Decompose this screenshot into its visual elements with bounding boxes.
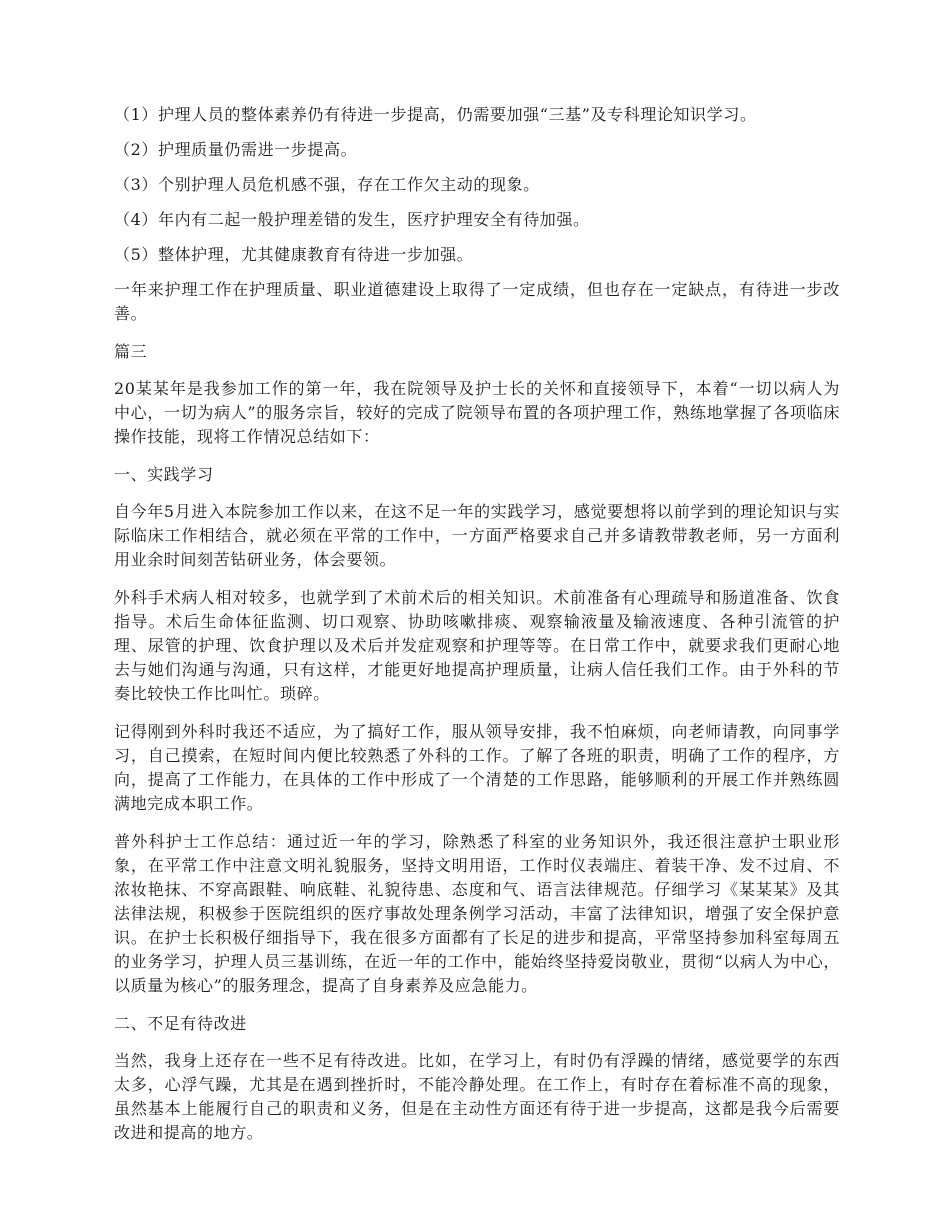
intro-paragraph: 20某某年是我参加工作的第一年，我在院领导及护士长的关怀和直接领导下，本着“一切以病人为中心，一切为病人”的服务宗旨，较好的完成了院领导布置的各项护理工作，熟练地掌握了各项临床操作技能，现将工作情况总结如下： bbox=[114, 379, 840, 446]
list-item-5: （5）整体护理，尤其健康教育有待进一步加强。 bbox=[114, 245, 474, 264]
summary-paragraph: 一年来护理工作在护理质量、职业道德建设上取得了一定成绩，但也存在一定缺点，有待进一步改善。 bbox=[114, 280, 840, 323]
list-item-1: （1）护理人员的整体素养仍有待进一步提高，仍需要加强“三基”及专科理论知识学习。 bbox=[114, 105, 757, 124]
section-title: 篇三 bbox=[114, 342, 148, 361]
practice-paragraph-2: 外科手术病人相对较多，也就学到了术前术后的相关知识。术前准备有心理疏导和肠道准备、饮食指导。术后生命体征监测、切口观察、协助咳嗽排痰、观察输液量及输液速度、各种引流管的护理、尿管的护理、饮食护理以及术后并发症观察和护理等等。在日常工作中，就要求我们更耐心地去与她们沟通与沟通，只有这样，才能更好地提高护理质量，让病人信任我们工作。由于外科的节奏比较快工作比叫忙。琐碎。 bbox=[114, 588, 840, 703]
shortcoming-paragraph: 当然，我身上还存在一些不足有待改进。比如，在学习上，有时仍有浮躁的情绪，感觉要学的东西太多，心浮气躁，尤其是在遇到挫折时，不能冷静处理。在工作上，有时存在着标准不高的现象，虽然基本上能履行自己的职责和义务，但是在主动性方面还有待于进一步提高，这都是我今后需要改进和提高的地方。 bbox=[114, 1051, 840, 1142]
practice-paragraph-4: 普外科护士工作总结：通过近一年的学习，除熟悉了科室的业务知识外，我还很注意护士职业形象，在平常工作中注意文明礼貌服务，坚持文明用语，工作时仪表端庄、着装干净、发不过肩、不浓妆艳抹、不穿高跟鞋、响底鞋、礼貌待患、态度和气、语言法律规范。仔细学习《某某某》及其法律法规，积极参于医院组织的医疗事故处理条例学习活动，丰富了法律知识，增强了安全保护意识。在护士长积极仔细指导下，我在很多方面都有了长足的进步和提高，平常坚持参加科室每周五的业务学习，护理人员三基训练，在近一年的工作中，能始终坚持爱岗敬业，贯彻“以病人为中心，以质量为核心”的服务理念，提高了自身素养及应急能力。 bbox=[114, 832, 840, 995]
list-item-2: （2）护理质量仍需进一步提高。 bbox=[114, 140, 358, 159]
practice-paragraph-3: 记得刚到外科时我还不适应，为了搞好工作，服从领导安排，我不怕麻烦，向老师请教，向同事学习，自己摸索，在短时间内便比较熟悉了外科的工作。了解了各班的职责，明确了工作的程序，方向，提高了工作能力，在具体的工作中形成了一个清楚的工作思路，能够顺利的开展工作并熟练圆满地完成本职工作。 bbox=[114, 722, 840, 813]
list-item-3: （3）个别护理人员危机感不强，存在工作欠主动的现象。 bbox=[114, 175, 540, 194]
practice-paragraph-1: 自今年5月进入本院参加工作以来，在这不足一年的实践学习，感觉要想将以前学到的理论知识与实际临床工作相结合，就必须在平常的工作中，一方面严格要求自己并多请教带教老师，另一方面利用业余时间刻苦钻研业务，体会要领。 bbox=[114, 502, 840, 569]
heading-shortcomings: 二、不足有待改进 bbox=[114, 1014, 247, 1033]
heading-practice-learning: 一、实践学习 bbox=[114, 465, 214, 484]
list-item-4: （4）年内有二起一般护理差错的发生，医疗护理安全有待加强。 bbox=[114, 210, 590, 229]
